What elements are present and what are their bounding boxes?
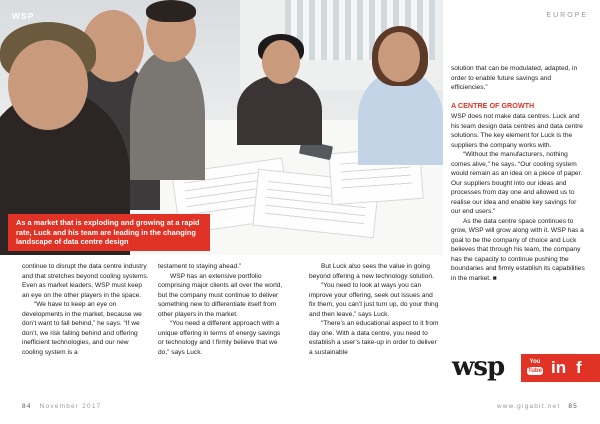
section-tag: WSP bbox=[12, 11, 35, 21]
article-column-1 bbox=[22, 262, 150, 357]
paragraph: “You need a different approach with a unique offering in terms of energy savings or technology and I firmly believe that we do,” says Luck. bbox=[158, 320, 281, 356]
paragraph: “Without the manufacturers, nothing comes alive,” he says. “Our cooling system would remain as an idea on a piece of paper. Our suppliers bought into our ideas and processes from day one and allowed us to realise our idea and enable key savings for our end users.” bbox=[451, 151, 583, 215]
youtube-text: You bbox=[529, 359, 541, 365]
website-link[interactable]: www.gigabit.net bbox=[496, 403, 561, 410]
photo-person-head bbox=[378, 32, 420, 82]
paragraph: “You need to look at ways you can improve your offering, seek out issues and fix them, you can’t just turn up, do your thing and then leave,” says Luck. bbox=[309, 282, 439, 318]
paragraph: solution that can be modulated, adapted, in order to enable future savings and efficiencies.” bbox=[451, 65, 578, 91]
photo-person-head bbox=[262, 40, 300, 84]
paragraph: WSP does not make data centres. Luck and his team design data centres and data centre solutions. The key element for Luck is the suppliers the company works with. bbox=[451, 113, 583, 149]
page-number: 84 bbox=[22, 403, 32, 410]
footer-right bbox=[497, 403, 578, 410]
section-subheading: A CENTRE OF GROWTH bbox=[451, 100, 535, 110]
youtube-icon[interactable] bbox=[527, 358, 543, 378]
photo-person bbox=[130, 50, 205, 180]
social-links bbox=[521, 354, 600, 382]
issue-date: November 2017 bbox=[39, 403, 102, 410]
region-label: EUROPE bbox=[546, 12, 588, 19]
paragraph: “There’s an educational aspect to it from day one. With a data centre, you need to establish a user’s take-up in order to deliver a sustainable bbox=[309, 320, 439, 356]
paragraph: But Luck also sees the value in going beyond offering a new technology solution. bbox=[309, 263, 434, 280]
page-number: 85 bbox=[568, 403, 578, 410]
photo-person-hair bbox=[146, 0, 196, 22]
photo-caption: As a market that is exploding and growing at a rapid rate, Luck and his team are leading in the changing landscape of data centre design bbox=[8, 214, 210, 251]
linkedin-icon[interactable]: in bbox=[551, 358, 567, 377]
photo-person-head bbox=[8, 40, 88, 130]
paragraph: As the data centre space continues to grow, WSP will grow along with it. WSP has a goal to be the company of choice and Luck believes that through his team, the company has the capacity to continue pushing the boundaries and firmly establish its capabilities in the market. ■ bbox=[451, 217, 585, 282]
paragraph: WSP has an extensive portfolio comprising major clients all over the world, but the company must continue to deliver something new to differentiate itself from other players in the market. bbox=[158, 272, 283, 318]
youtube-tube-text: Tube bbox=[528, 368, 542, 374]
wsp-logo: wsp bbox=[452, 352, 505, 382]
paragraph: “We have to keep an eye on developments in the market, because we don’t want to fall behind,” he says. “If we don’t, we risk falling behind and offering inefficient technologies, and our new cooling system is a bbox=[22, 301, 142, 356]
photo-person bbox=[237, 75, 322, 145]
article-column-4 bbox=[451, 64, 585, 283]
facebook-icon[interactable]: f bbox=[576, 358, 582, 377]
article-column-2 bbox=[158, 262, 286, 357]
paragraph: continue to disrupt the data centre industry and that stretches beyond cooling systems. Even as market leaders, WSP must keep an eye on the other players in the space. bbox=[22, 263, 149, 299]
article-column-3 bbox=[309, 262, 440, 357]
footer-left bbox=[22, 403, 102, 410]
paragraph: testament to staying ahead.” bbox=[158, 263, 242, 270]
